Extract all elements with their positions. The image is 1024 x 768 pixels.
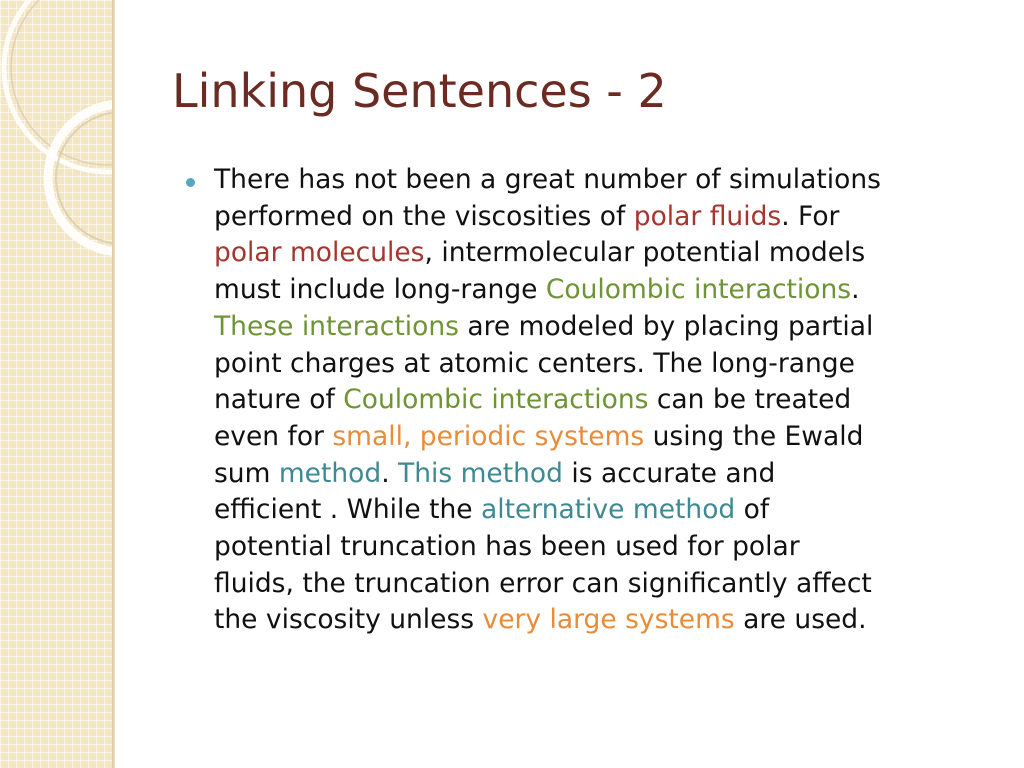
- highlighted-term: Coulombic interactions: [545, 274, 852, 306]
- text-segment: is accurate and: [562, 457, 776, 489]
- round-bullet-icon: [186, 178, 195, 187]
- highlighted-term: alternative method: [480, 494, 736, 526]
- highlighted-term: very large systems: [482, 604, 735, 636]
- text-segment: . For: [781, 200, 840, 232]
- text-segment: There has not been a great number of simulations: [214, 164, 881, 195]
- bullet-paragraph: [186, 162, 1006, 639]
- highlighted-term: small, periodic systems: [332, 420, 645, 452]
- highlighted-term: polar molecules: [214, 237, 425, 269]
- bullet-line: [214, 566, 1006, 603]
- text-segment: , intermolecular potential models: [424, 237, 866, 269]
- bullet-line: [214, 162, 1006, 199]
- bullet-line: [214, 382, 1006, 419]
- text-segment: are modeled by placing partial: [458, 310, 874, 342]
- slide-title: Linking Sentences - 2: [172, 64, 667, 118]
- highlighted-term: These interactions: [214, 310, 459, 342]
- text-segment: the viscosity unless: [214, 604, 483, 636]
- bullet-line: [214, 492, 1006, 529]
- bullet-line: [214, 199, 1006, 236]
- text-segment: fluids, the truncation error can significantly affect: [214, 567, 872, 599]
- side-panel-edge: [112, 0, 115, 768]
- highlighted-term: method: [278, 457, 382, 489]
- text-segment: point charges at atomic centers. The long-range: [214, 347, 855, 379]
- text-segment: performed on the viscosities of: [214, 200, 634, 232]
- text-segment: must include long-range: [214, 274, 546, 306]
- text-segment: .: [381, 457, 399, 489]
- text-segment: sum: [214, 457, 279, 489]
- decorative-circles: [0, 0, 112, 768]
- bullet-line: [214, 602, 1006, 639]
- highlighted-term: Coulombic interactions: [343, 384, 649, 416]
- text-segment: even for: [214, 420, 333, 452]
- bullet-line: [214, 346, 1006, 383]
- text-segment: of: [735, 494, 770, 526]
- bullet-line: [214, 309, 1006, 346]
- text-segment: potential truncation has been used for polar: [214, 531, 800, 563]
- bullet-line: [214, 456, 1006, 493]
- text-segment: nature of: [214, 384, 344, 416]
- text-segment: can be treated: [648, 384, 852, 416]
- text-segment: .: [851, 274, 860, 306]
- text-segment: are used.: [734, 604, 867, 636]
- bullet-line: [214, 272, 1006, 309]
- bullet-line: [214, 419, 1006, 456]
- decorative-side-panel: [0, 0, 112, 768]
- bullet-line: [214, 529, 1006, 566]
- text-segment: using the Ewald: [644, 420, 864, 452]
- bullet-line: [214, 235, 1006, 272]
- highlighted-term: This method: [398, 457, 563, 489]
- highlighted-term: polar fluids: [633, 200, 782, 232]
- text-segment: efficient . While the: [214, 494, 481, 526]
- slide-content: [186, 162, 1006, 639]
